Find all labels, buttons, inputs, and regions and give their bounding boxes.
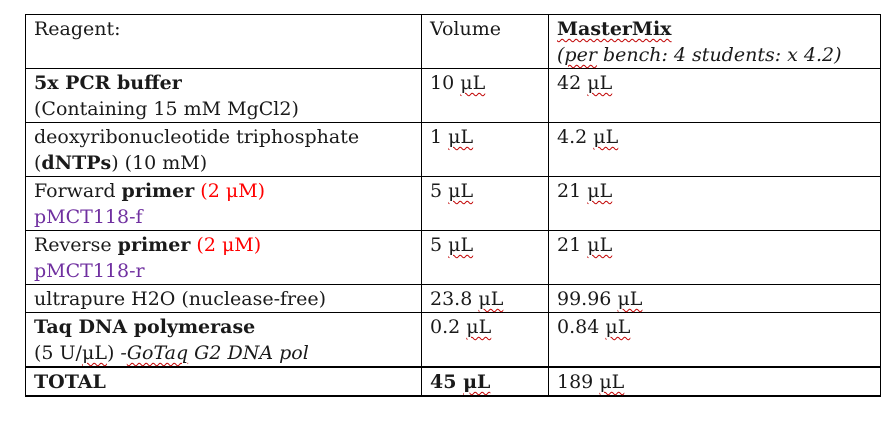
reagent-name: 5x PCR buffer (34, 72, 182, 94)
volume-cell: 5 μL (422, 177, 549, 231)
mastermix-cell: 21 μL (549, 177, 881, 231)
table-row-pcr-buffer (26, 69, 881, 123)
volume-cell: 23.8 μL (422, 285, 549, 313)
table-row-reverse-primer (26, 231, 881, 285)
mastermix-cell: 99.96 μL (549, 285, 881, 313)
total-mastermix: 189 μL (549, 367, 881, 396)
reagent-detail: (Containing 15 mM MgCl2) (34, 98, 299, 120)
reagent-name: Taq DNA polymerase (34, 316, 256, 338)
reagent-cell (26, 123, 422, 177)
mastermix-cell: 42 μL (549, 69, 881, 123)
mastermix-cell: 4.2 μL (549, 123, 881, 177)
header-volume: Volume (422, 15, 549, 69)
volume-cell: 10 μL (422, 69, 549, 123)
reagent-name: deoxyribonucleotide triphosphate (34, 126, 360, 148)
mastermix-cell: 0.84 μL (549, 313, 881, 368)
table-row-total (26, 367, 881, 396)
reagent-name: Forward primer (2 μM) (34, 180, 266, 202)
header-reagent: Reagent: (26, 15, 422, 69)
reagent-table (25, 14, 881, 397)
table-row-forward-primer (26, 177, 881, 231)
reagent-detail: (dNTPs) (10 mM) (34, 152, 208, 174)
table-row-water (26, 285, 881, 313)
reagent-cell (26, 177, 422, 231)
mastermix-title: MasterMix (557, 18, 672, 40)
table-row-dntps (26, 123, 881, 177)
header-mastermix (549, 15, 881, 69)
table-header-row (26, 15, 881, 69)
primer-id: pMCT118-f (34, 206, 143, 228)
primer-id: pMCT118-r (34, 260, 145, 282)
total-volume: 45 μL (422, 367, 549, 396)
volume-cell: 5 μL (422, 231, 549, 285)
reagent-cell (26, 313, 422, 368)
reagent-detail: (5 U/μL) -GoTaq G2 DNA pol (34, 342, 309, 364)
mastermix-note: (per bench: 4 students: x 4.2) (557, 44, 842, 66)
reagent-name: Reverse primer (2 μM) (34, 234, 262, 256)
volume-cell: 1 μL (422, 123, 549, 177)
reagent-cell (26, 69, 422, 123)
total-label: TOTAL (26, 367, 422, 396)
reagent-cell: ultrapure H2O (nuclease-free) (26, 285, 422, 313)
mastermix-cell: 21 μL (549, 231, 881, 285)
reagent-cell (26, 231, 422, 285)
volume-cell: 0.2 μL (422, 313, 549, 368)
table-row-taq (26, 313, 881, 368)
